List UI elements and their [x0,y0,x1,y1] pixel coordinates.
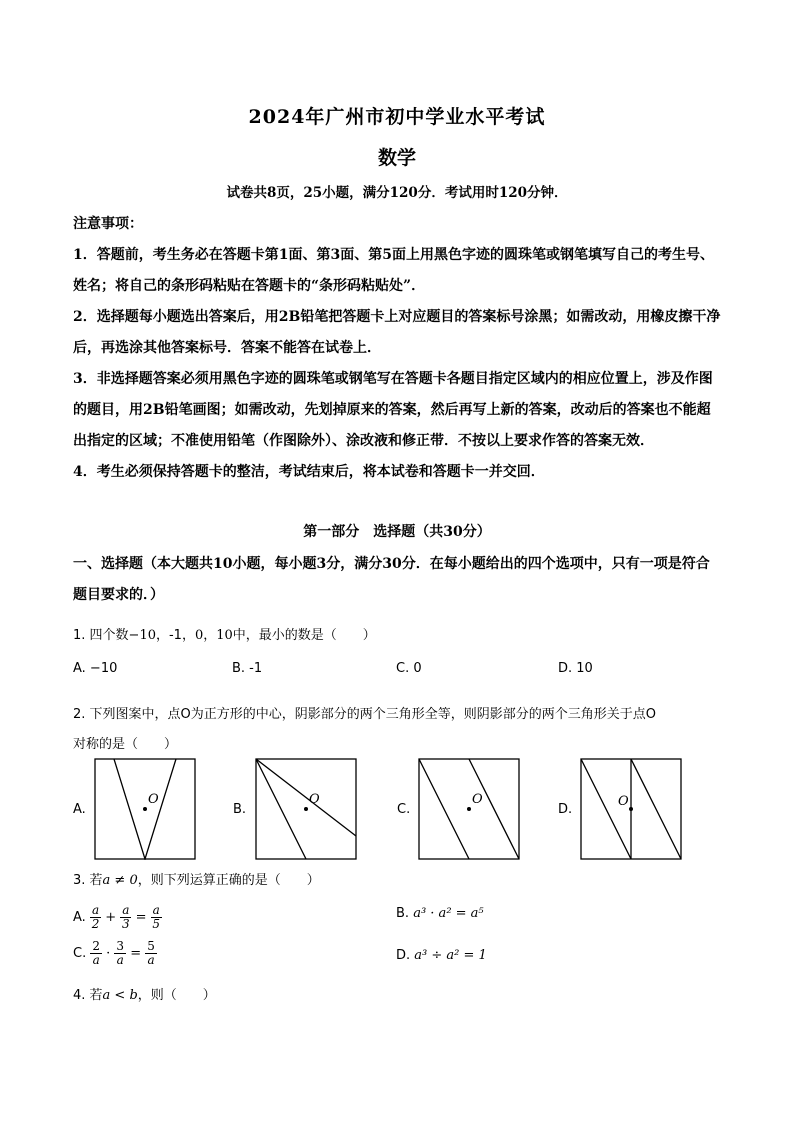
q1-option-c[interactable]: C. 0 [396,661,422,676]
q1-number: −10 [128,628,156,643]
question-1 [73,624,376,643]
q1-text-b: 中，最小的数是（ ） [232,628,376,643]
fraction: $\frac{2}{a}$ [92,939,100,967]
q2-figure-d[interactable] [580,758,682,860]
fraction: $\frac{3}{a}$ [116,939,125,967]
exam-title: 2024年广州市初中学业水平考试 [248,106,546,128]
option-label: A. [73,910,86,925]
section-heading: 一、选择题（本大题共10小题，每小题3分，满分30分．在每小题给出的四个选项中，只有一项是符合题目要求的．） [73,556,710,603]
notice-list [73,240,723,488]
q4-stem-b: ，则（ ） [137,988,216,1003]
q2-figure-a[interactable] [94,758,196,860]
question-2-line1: 2. 下列图案中，点O为正方形的中心，阴影部分的两个三角形全等，则阴影部分的两个三角形关于点O [73,707,657,722]
q3-condition: a ≠ 0 [102,873,138,888]
notice-item: 3．非选择题答案必须用黑色字迹的圆珠笔或钢笔写在答题卡各题目指定区域内的相应位置上，涉及作图的题目，用2B铅笔画图；如需改动，先划掉原来的答案，然后再写上新的答案，改动后的答案也不能超出指定的区域；不准使用铅笔（作图除外）、涂改液和修正带．不按以上要求作答的答案无效． [73,371,713,449]
fraction: $\frac{a}{3}$ [122,903,130,931]
q1-sep: ，-1， [155,628,195,643]
question-4 [73,984,216,1003]
exam-subtitle: 试卷共8页，25小题，满分120分．考试用时120分钟． [226,185,568,201]
option-label: C. [73,946,87,961]
q2-option-d-label[interactable]: D. [558,802,573,817]
notice-item: 1．答题前，考生务必在答题卡第1面、第3面、第5面上用黑色字迹的圆珠笔或钢笔填写自己的考生号、姓名；将自己的条形码粘贴在答题卡的“条形码粘贴处”． [73,247,714,294]
notice-item: 2．选择题每小题选出答案后，用2B铅笔把答题卡上对应题目的答案标号涂黑；如需改动，用橡皮擦干净后，再选涂其他答案标号．答案不能答在试卷上． [73,309,721,356]
center-point-label: O [472,792,483,807]
q3-option-d[interactable] [396,948,487,963]
question-3 [73,869,320,888]
q2-option-c-label[interactable]: C. [397,802,411,817]
option-expression: a³ · a² = a⁵ [413,906,484,921]
fraction: $\frac{a}{5}$ [152,903,161,931]
q1-option-a[interactable]: A. −10 [73,661,118,676]
part-heading: 第一部分 选择题（共30分） [303,524,491,540]
q1-option-d[interactable]: D. 10 [558,661,593,676]
q1-sep: ， [203,628,217,643]
q3-stem-b: ，则下列运算正确的是（ ） [137,873,320,888]
fraction: $\frac{a}{2}$ [91,903,100,931]
q1-number: 0 [194,628,204,643]
q4-condition: a < b [102,988,138,1003]
q1-number: 10 [216,628,233,643]
q2-figure-c[interactable] [418,758,520,860]
question-2-line2: 对称的是（ ） [73,737,178,752]
option-label: D. [396,948,411,963]
option-label: B. [396,906,410,921]
q1-text-a: 1. 四个数 [73,628,129,643]
q4-stem-a: 4. 若 [73,988,103,1003]
center-point-label: O [148,792,159,807]
option-expression: a³ ÷ a² = 1 [414,948,487,963]
q3-option-c[interactable]: C. $\frac{2}{a}$ · $\frac{3}{a}$ = $\frac{5}{a}$ [73,939,155,967]
q2-option-b-label[interactable]: B. [233,802,247,817]
notice-heading: 注意事项： [73,216,143,232]
fraction: $\frac{5}{a}$ [147,939,155,967]
q2-figure-b[interactable] [255,758,357,860]
q3-option-a[interactable]: A. $\frac{a}{2}$ + $\frac{a}{3}$ = $\frac{a}{5}$ [73,903,161,931]
center-point-label: O [309,792,320,807]
q1-option-b[interactable]: B. -1 [232,661,263,676]
q3-option-b[interactable] [396,906,484,921]
q2-option-a-label[interactable]: A. [73,802,86,817]
q3-stem-a: 3. 若 [73,873,103,888]
subject-title: 数学 [377,147,416,169]
notice-item: 4．考生必须保持答题卡的整洁，考试结束后，将本试卷和答题卡一并交回． [73,464,545,480]
center-point-label: O [618,794,629,809]
